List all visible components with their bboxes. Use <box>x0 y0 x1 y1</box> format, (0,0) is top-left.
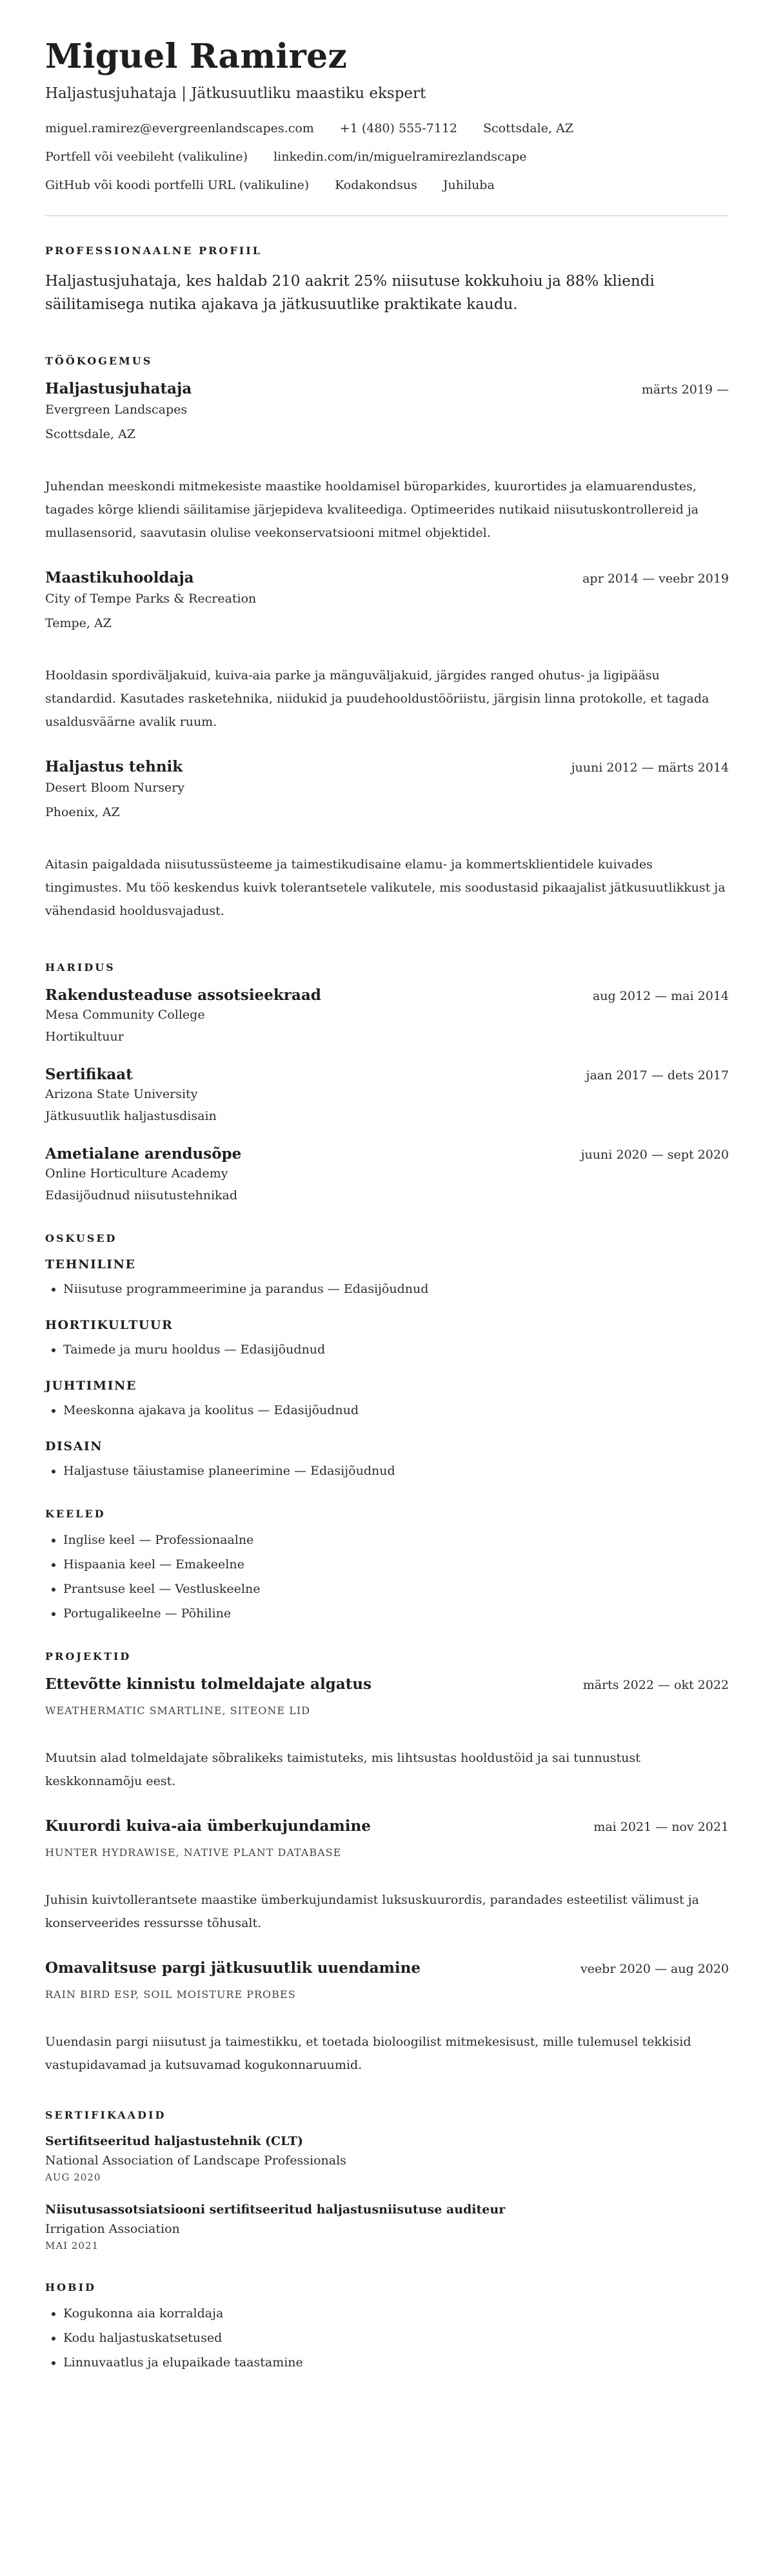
section-title-skills: OSKUSED <box>45 1232 117 1244</box>
contact-phone[interactable]: +1 (480) 555-7112 <box>339 121 458 135</box>
headline: Haljastusjuhataja | Jätkusuutliku maastiku ekspert <box>45 85 426 102</box>
skill-item: • Haljastuse täiustamise planeerimine — Edasijõudnud <box>63 1464 729 1478</box>
skill-category: HORTIKULTUUR <box>45 1317 174 1332</box>
languages-section <box>45 1508 729 1621</box>
section-title-hobbies: HOBID <box>45 2281 96 2293</box>
project-date: veebr 2020 — aug 2020 <box>580 1961 729 1976</box>
header-divider <box>45 215 729 216</box>
job-company: Desert Bloom Nursery <box>45 780 184 795</box>
hobbies-section <box>45 2281 729 2370</box>
skill-item: • Meeskonna ajakava ja koolitus — Edasijõudnud <box>63 1403 729 1417</box>
degree-title: Sertifikaat <box>45 1065 133 1083</box>
experience-entry <box>45 569 729 734</box>
projects-section <box>45 1650 729 2077</box>
skills-section <box>45 1232 729 1478</box>
project-title: Kuurordi kuiva-aia ümberkujundamine <box>45 1817 371 1835</box>
project-description: Uuendasin pargi niisutust ja taimestikku, et toetada bioloogilist mitmekesisust, mille tulemusel tekkisid vastupidavamad ja kutsuvamad kogukonnaruumid. <box>45 2034 691 2072</box>
language-list <box>45 1533 729 1621</box>
section-title-experience: TÖÖKOGEMUS <box>45 354 153 367</box>
degree-date: jaan 2017 — dets 2017 <box>586 1068 729 1083</box>
project-entry <box>45 1959 729 2077</box>
education-entry <box>45 1066 729 1123</box>
language-item: • Portugalikeelne — Põhiline <box>63 1606 729 1621</box>
hobby-item: • Kodu haljastuskatsetused <box>63 2331 729 2345</box>
language-item: • Prantsuse keel — Vestluskeelne <box>63 1582 729 1596</box>
education-section <box>45 961 729 1203</box>
school-name: Online Horticulture Academy <box>45 1166 228 1181</box>
candidate-name: Miguel Ramirez <box>45 37 348 76</box>
job-date: apr 2014 — veebr 2019 <box>582 571 729 586</box>
skill-list <box>45 1343 729 1357</box>
experience-entry <box>45 380 729 544</box>
degree-title: Ametialane arendusõpe <box>45 1144 242 1163</box>
language-item: • Hispaania keel — Emakeelne <box>63 1557 729 1572</box>
job-description: Hooldasin spordiväljakuid, kuiva-aia parke ja mänguväljakuid, järgides ranged ohutus- ja ligipääsu standardid. Kasutades rasketehnika, niidukid ja puudehooldustööriistu, järgisin linna protokolle, et tagada usaldusväärne avalik ruum. <box>45 668 710 729</box>
skill-item: • Niisutuse programmeerimine ja parandus — Edasijõudnud <box>63 1282 729 1296</box>
section-title-profile: PROFESSIONAALNE PROFIIL <box>45 244 262 257</box>
section-title-certifications: SERTIFIKAADID <box>45 2108 166 2121</box>
job-location: Scottsdale, AZ <box>45 426 135 441</box>
section-title-projects: PROJEKTID <box>45 1650 132 1662</box>
study-field: Hortikultuur <box>45 1029 124 1044</box>
skill-category: JUHTIMINE <box>45 1378 137 1393</box>
project-description: Muutsin alad tolmeldajate sõbralikeks taimistuteks, mis lihtsustas hooldustöid ja sai tunnustust keskkonnamõju eest. <box>45 1750 640 1788</box>
contact-github[interactable]: GitHub või koodi portfelli URL (valikuline) <box>45 177 310 192</box>
project-tech: WEATHERMATIC SMARTLINE, SITEONE LID <box>45 1704 310 1717</box>
contact-linkedin[interactable]: linkedin.com/in/miguelramirezlandscape <box>273 149 527 164</box>
job-company: Evergreen Landscapes <box>45 402 188 417</box>
degree-date: juuni 2020 — sept 2020 <box>580 1147 729 1162</box>
certification-date: AUG 2020 <box>45 2171 101 2183</box>
contact-location: Scottsdale, AZ <box>483 121 573 135</box>
study-field: Jätkusuutlik haljastusdisain <box>45 1108 217 1123</box>
school-name: Mesa Community College <box>45 1007 205 1022</box>
experience-entry <box>45 758 729 923</box>
school-name: Arizona State University <box>45 1086 198 1101</box>
degree-date: aug 2012 — mai 2014 <box>592 988 729 1003</box>
experience-section <box>45 355 729 923</box>
certification-issuer: National Association of Landscape Professionals <box>45 2153 346 2168</box>
education-entry <box>45 1145 729 1203</box>
skill-list <box>45 1282 729 1296</box>
contact-citizenship: Kodakondsus <box>335 177 417 192</box>
contact-row-1 <box>45 121 729 135</box>
section-title-education: HARIDUS <box>45 961 115 973</box>
skill-list <box>45 1403 729 1417</box>
project-title: Omavalitsuse pargi jätkusuutlik uuendamine <box>45 1959 421 1977</box>
job-date: juuni 2012 — märts 2014 <box>571 760 729 775</box>
skill-category: TEHNILINE <box>45 1257 136 1272</box>
contact-portfolio[interactable]: Portfell või veebileht (valikuline) <box>45 149 248 164</box>
project-date: märts 2022 — okt 2022 <box>582 1677 729 1692</box>
certification-entry <box>45 2134 729 2183</box>
certification-issuer: Irrigation Association <box>45 2221 180 2236</box>
project-date: mai 2021 — nov 2021 <box>593 1819 729 1834</box>
job-location: Phoenix, AZ <box>45 804 120 819</box>
certifications-section <box>45 2109 729 2252</box>
project-description: Juhisin kuivtollerantsete maastike ümberkujundamist luksuskuurordis, parandades esteetilist välimust ja konserveerides ressursse tõhusalt. <box>45 1892 699 1930</box>
job-date: märts 2019 — <box>641 382 729 397</box>
study-field: Edasijõudnud niisutustehnikad <box>45 1188 238 1203</box>
project-title: Ettevõtte kinnistu tolmeldajate algatus <box>45 1675 372 1693</box>
contact-drivers-license: Juhiluba <box>442 177 495 192</box>
contact-email[interactable]: miguel.ramirez@evergreenlandscapes.com <box>45 121 314 135</box>
profile-summary: Haljastusjuhataja, kes haldab 210 aakrit 25% niisutuse kokkuhoiu ja 88% kliendi säilitamisega nutika ajakava ja jätkusuutlike praktikate kaudu. <box>45 272 655 313</box>
project-tech: HUNTER HYDRAWISE, NATIVE PLANT DATABASE <box>45 1846 342 1859</box>
contact-row-3 <box>45 178 729 192</box>
language-item: • Inglise keel — Professionaalne <box>63 1533 729 1547</box>
project-tech: RAIN BIRD ESP, SOIL MOISTURE PROBES <box>45 1988 296 2001</box>
job-title: Haljastusjuhataja <box>45 379 192 397</box>
skill-item: • Taimede ja muru hooldus — Edasijõudnud <box>63 1343 729 1357</box>
job-location: Tempe, AZ <box>45 615 112 630</box>
hobby-item: • Linnuvaatlus ja elupaikade taastamine <box>63 2355 729 2370</box>
hobby-list <box>45 2306 729 2370</box>
project-entry <box>45 1675 729 1793</box>
job-description: Aitasin paigaldada niisutussüsteeme ja taimestikudisaine elamu- ja kommertsklientidele kuivades tingimustes. Mu töö keskendus kuivk tolerantsetele valikutele, mis soodustasid pikaajalist jätkusuutlikkust ja vähendasid hooldusvajadust. <box>45 857 726 918</box>
project-entry <box>45 1817 729 1935</box>
contact-row-2 <box>45 150 729 164</box>
section-title-languages: KEELED <box>45 1507 106 1520</box>
skill-list <box>45 1464 729 1478</box>
skill-category: DISAIN <box>45 1439 103 1453</box>
certification-entry <box>45 2202 729 2252</box>
job-company: City of Tempe Parks & Recreation <box>45 591 257 606</box>
job-title: Maastikuhooldaja <box>45 568 194 586</box>
certification-name: Niisutusassotsiatsiooni sertifitseeritud haljastusniisutuse auditeur <box>45 2202 506 2217</box>
job-title: Haljastus tehnik <box>45 757 183 775</box>
education-entry <box>45 986 729 1044</box>
hobby-item: • Kogukonna aia korraldaja <box>63 2306 729 2321</box>
job-description: Juhendan meeskondi mitmekesiste maastike hooldamisel büroparkides, kuurortides ja elamuarendustes, tagades kõrge kliendi säilitamise järjepideva kvaliteediga. Optimeerides nutikaid niisutuskontrollereid ja mullasensorid, saavutasin olulise veekonservatsiooni mitmel objektidel. <box>45 479 699 540</box>
degree-title: Rakendusteaduse assotsieekraad <box>45 986 321 1004</box>
certification-name: Sertifitseeritud haljastustehnik (CLT) <box>45 2133 304 2148</box>
certification-date: MAI 2021 <box>45 2239 99 2252</box>
